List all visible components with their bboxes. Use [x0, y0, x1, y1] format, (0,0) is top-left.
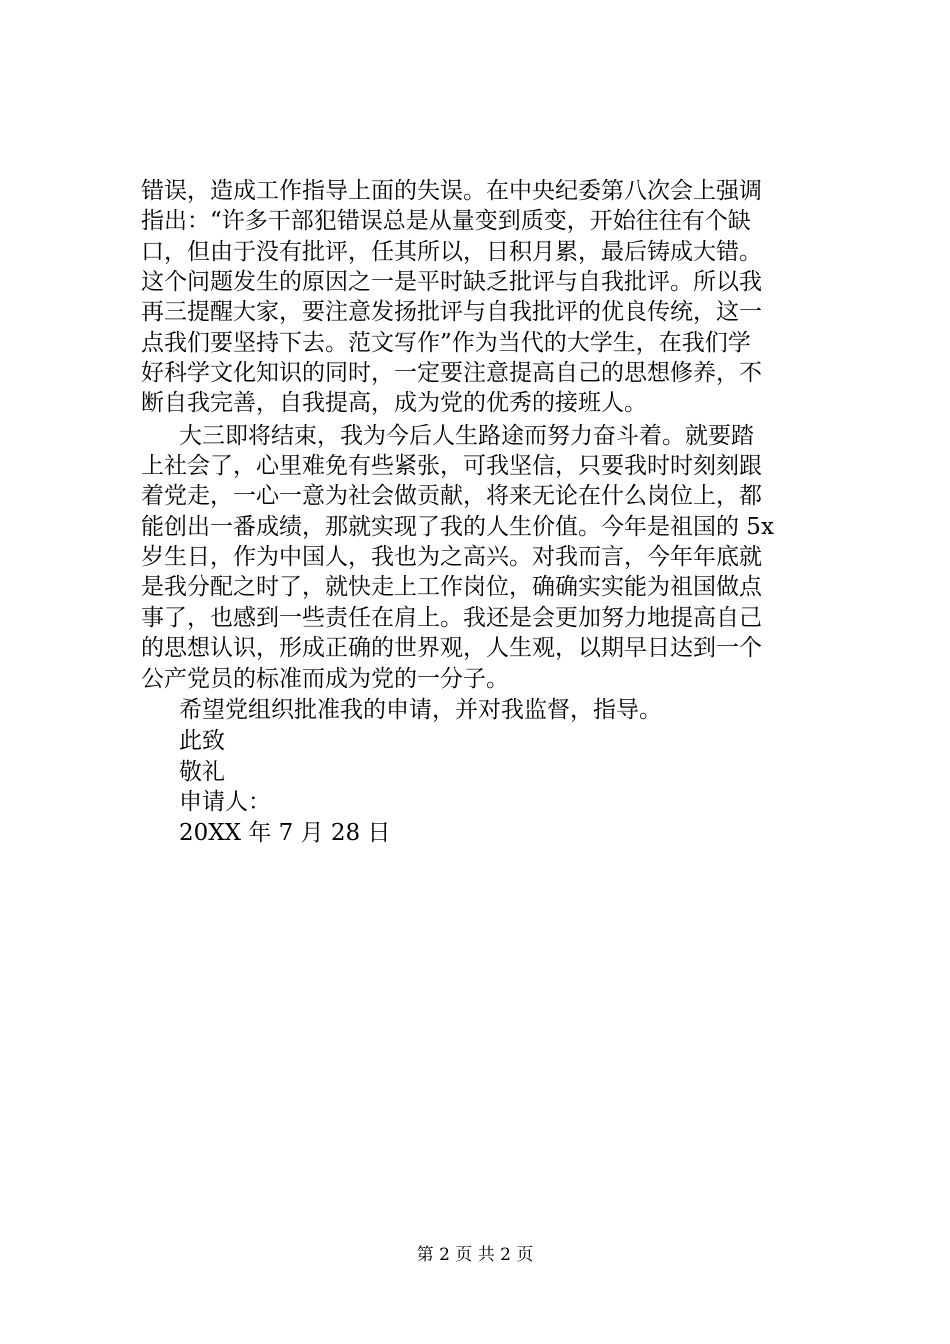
paragraph-2-line: 的思想认识，形成正确的世界观，人生观，以期早日达到一个 [141, 635, 762, 661]
paragraph-2-line: 能创出一番成绩，那就实现了我的人生价值。今年是祖国的 5x [141, 514, 774, 540]
paragraph-2-line: 岁生日，作为中国人，我也为之高兴。对我而言，今年年底就 [141, 544, 762, 570]
paragraph-2-line: 上社会了，心里难免有些紧张，可我坚信，只要我时时刻刻跟 [141, 453, 762, 479]
paragraph-1-line: 点我们要坚持下去。范文写作”作为当代的大学生，在我们学 [141, 330, 751, 356]
paragraph-1-line: 再三提醒大家，要注意发扬批评与自我批评的优良传统，这一 [141, 299, 762, 325]
paragraph-1-line: 指出：“许多干部犯错误总是从量变到质变，开始往往有个缺 [141, 208, 751, 234]
paragraph-2-line: 是我分配之时了，就快走上工作岗位，确确实实能为祖国做点 [141, 574, 762, 600]
applicant-label: 申请人： [179, 789, 271, 815]
hope-line: 希望党组织批准我的申请，并对我监督，指导。 [179, 697, 662, 723]
paragraph-1-line: 好科学文化知识的同时，一定要注意提高自己的思想修养，不 [141, 360, 762, 386]
paragraph-2-line: 大三即将结束，我为今后人生路途而努力奋斗着。就要踏 [179, 423, 754, 449]
paragraph-1-line: 错误，造成工作指导上面的失误。在中央纪委第八次会上强调 [141, 178, 762, 204]
paragraph-1-line: 断自我完善，自我提高，成为党的优秀的接班人。 [141, 390, 647, 416]
paragraph-1-line: 口，但由于没有批评，任其所以，日积月累，最后铸成大错。 [141, 239, 762, 265]
salutation-jingli: 敬礼 [179, 759, 225, 785]
paragraph-1-line: 这个问题发生的原因之一是平时缺乏批评与自我批评。所以我 [141, 269, 762, 295]
paragraph-2-line: 公产党员的标准而成为党的一分子。 [141, 666, 509, 692]
paragraph-2-line: 着党走，一心一意为社会做贡献，将来无论在什么岗位上，都 [141, 483, 762, 509]
salutation-cizhi: 此致 [179, 728, 225, 754]
page-number-footer: 第 2 页 共 2 页 [416, 1245, 534, 1265]
paragraph-2-line: 事了，也感到一些责任在肩上。我还是会更加努力地提高自己 [141, 605, 762, 631]
application-date: 20XX 年 7 月 28 日 [179, 820, 391, 846]
